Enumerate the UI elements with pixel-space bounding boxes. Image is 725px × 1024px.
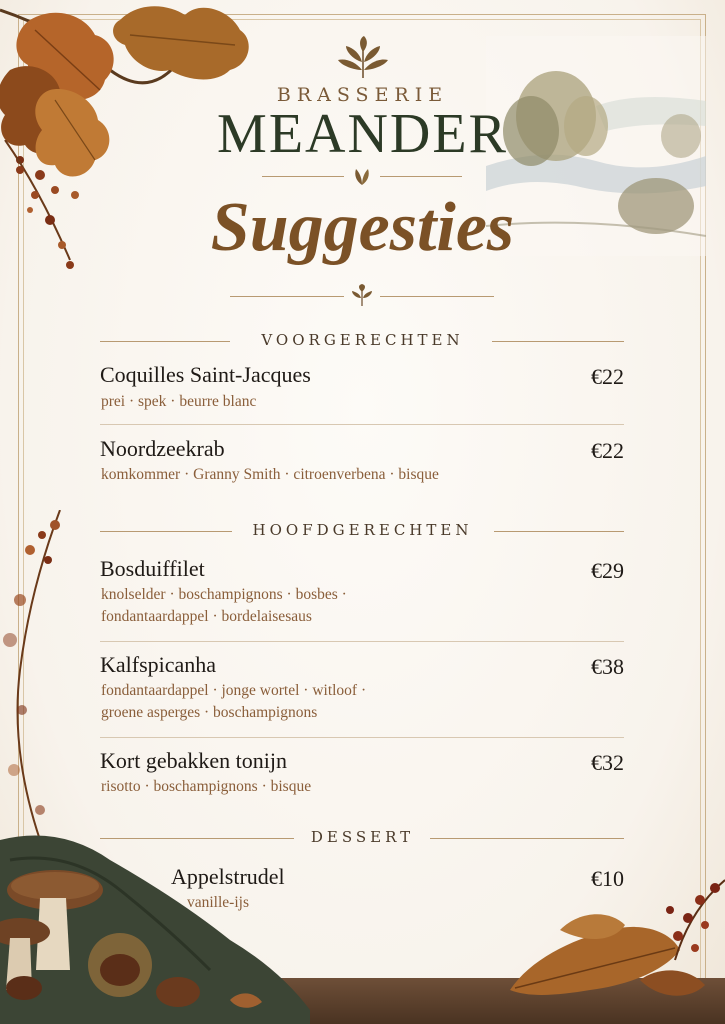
dish-price: €22: [591, 364, 624, 389]
dish-description: knolselder · boschampignons · bosbes · fondantaardappel · bordelaisesaus: [101, 586, 347, 625]
brand-divider-left: [262, 176, 344, 177]
brand-divider-right: [380, 176, 462, 177]
dish-description: prei · spek · beurre blanc: [101, 393, 257, 410]
dish-name: Appelstrudel: [171, 864, 285, 889]
dish-description: risotto · boschampignons · bisque: [101, 778, 312, 795]
mushrooms-chestnuts-illustration: [0, 820, 320, 1024]
leaf-sprig-icon: [350, 167, 374, 187]
dish-divider: [100, 641, 624, 642]
dish-description: komkommer · Granny Smith · citroenverbena · bisque: [101, 466, 439, 483]
leaf-sprig-icon: [350, 284, 374, 308]
section-rule-right: [492, 341, 624, 342]
brand-subtitle: BRASSERIE: [276, 84, 449, 106]
dish-divider: [100, 737, 624, 738]
dish-name: Noordzeekrab: [100, 436, 225, 461]
dish-name: Kalfspicanha: [100, 652, 217, 677]
menu-title: Suggesties: [210, 189, 515, 266]
section-title-dessert: DESSERT: [310, 828, 415, 846]
brand-name: MEANDER: [217, 103, 508, 165]
section-title-hoofdgerechten: HOOFDGERECHTEN: [252, 521, 473, 539]
section-title-voorgerechten: VOORGERECHTEN: [261, 331, 464, 349]
dish-description: fondantaardappel · jonge wortel · witloof · groene asperges · boschampignons: [101, 682, 367, 721]
dish-price: €29: [591, 558, 624, 583]
berry-branch-illustration: [0, 510, 80, 840]
section-rule-right: [494, 531, 624, 532]
dish-price: €10: [591, 866, 624, 891]
title-divider-left: [230, 296, 344, 297]
dish-price: €38: [591, 654, 624, 679]
laurel-leaf-icon: [334, 36, 392, 80]
autumn-leaves-bottom-right-illustration: [500, 870, 725, 1024]
dish-name: Coquilles Saint-Jacques: [100, 362, 311, 387]
dish-price: €22: [591, 438, 624, 463]
dish-name: Bosduiffilet: [100, 556, 205, 581]
title-divider-right: [380, 296, 494, 297]
dish-description: vanille-ijs: [187, 894, 249, 911]
dish-divider: [100, 424, 624, 425]
section-rule-right: [430, 838, 624, 839]
dish-price: €32: [591, 750, 624, 775]
dish-name: Kort gebakken tonijn: [100, 748, 287, 773]
